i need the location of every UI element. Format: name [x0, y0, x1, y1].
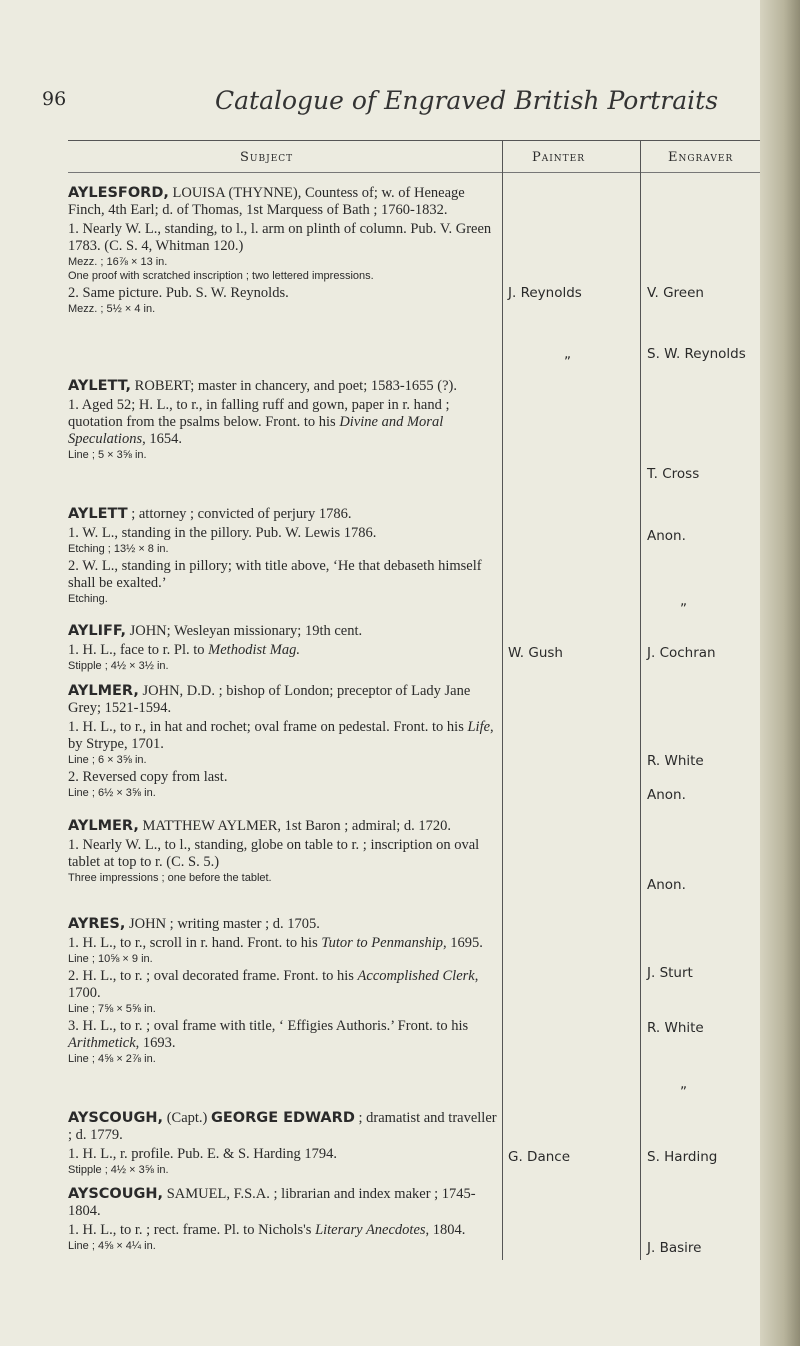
entry-heading: AYLESFORD, LOUISA (THYNNE), Countess of; w. of Heneage Finch, 4th Earl; d. of Thomas, 1st Marquess of Bath ; 1760-1832.: [68, 185, 465, 218]
plate-note: One proof with scratched inscription ; two lettered impressions.: [68, 270, 374, 282]
header-rule: [68, 172, 768, 173]
engraver: T. Cross: [647, 466, 700, 482]
entry-ayscough-george: [68, 1110, 498, 1177]
entry-aylmer-john: [68, 683, 498, 800]
plate-description: 2. Reversed copy from last.: [68, 769, 228, 785]
entry-heading: AYLMER, JOHN, D.D. ; bishop of London; preceptor of Lady Jane Grey; 1521-1594.: [68, 683, 471, 716]
plate-description: 1. Nearly W. L., to l., standing, globe on table to r. ; inscription on oval tablet at top to r. (C. S. 5.): [68, 837, 480, 870]
plate-description: 2. W. L., standing in pillory; with title above, ‘He that debaseth himself shall be exalted.’: [68, 558, 482, 591]
entry-aylmer-matthew: [68, 818, 498, 885]
engraver: R. White: [647, 1020, 704, 1036]
engraver: Anon.: [647, 528, 686, 544]
plate-description: 1. H. L., face to r. Pl. to Methodist Mag.: [68, 642, 300, 658]
entry-aylett-robert: [68, 378, 498, 462]
painter: W. Gush: [508, 645, 563, 661]
entry-ayliff: [68, 623, 498, 673]
entry-heading: AYSCOUGH, SAMUEL, F.S.A. ; librarian and index maker ; 1745-1804.: [68, 1186, 476, 1219]
entry-ayscough-samuel: [68, 1186, 498, 1253]
plate-note: Line ; 10⅝ × 9 in.: [68, 953, 153, 965]
engraver: S. Harding: [647, 1149, 718, 1165]
painter: G. Dance: [508, 1149, 570, 1165]
engraver: „: [680, 593, 687, 609]
plate-note: Mezz. ; 5½ × 4 in.: [68, 303, 156, 315]
engraver: J. Cochran: [647, 645, 716, 661]
column-divider: [640, 140, 641, 1260]
plate-description: 1. Aged 52; H. L., to r., in falling ruff and gown, paper in r. hand ; quotation from the psalms below. Front. to his Divine and Moral Speculations, 1654.: [68, 397, 450, 447]
plate-note: Mezz. ; 16⅞ × 13 in.: [68, 256, 168, 268]
page-number: 96: [42, 88, 67, 110]
top-rule: [68, 140, 768, 141]
plate-description: 1. H. L., to r. ; rect. frame. Pl. to Nichols's Literary Anecdotes, 1804.: [68, 1222, 466, 1238]
entry-heading: AYLETT, ROBERT; master in chancery, and poet; 1583-1655 (?).: [68, 378, 458, 394]
column-divider: [502, 140, 503, 1260]
engraver: R. White: [647, 753, 704, 769]
plate-note: Line ; 7⅝ × 5⅝ in.: [68, 1003, 156, 1015]
entry-heading: AYLIFF, JOHN; Wesleyan missionary; 19th cent.: [68, 623, 363, 639]
column-head-subject: Subject: [240, 150, 294, 165]
plate-note: Line ; 4⅝ × 2⅞ in.: [68, 1053, 156, 1065]
plate-description: 1. W. L., standing in the pillory. Pub. W. Lewis 1786.: [68, 525, 377, 541]
plate-note: Stipple ; 4½ × 3½ in.: [68, 660, 169, 672]
plate-description: 2. Same picture. Pub. S. W. Reynolds.: [68, 285, 289, 301]
column-head-painter: Painter: [532, 150, 586, 165]
plate-note: Line ; 5 × 3⅝ in.: [68, 449, 147, 461]
plate-note: Stipple ; 4½ × 3⅝ in.: [68, 1164, 169, 1176]
plate-description: 1. H. L., to r., in hat and rochet; oval frame on pedestal. Front. to his Life, by Strype, 1701.: [68, 719, 494, 752]
entry-aylesford: [68, 185, 498, 316]
plate-description: 3. H. L., to r. ; oval frame with title, ‘ Effigies Authoris.’ Front. to his Arithmetick, 1693.: [68, 1018, 469, 1051]
page-edge-shadow: [760, 0, 800, 1346]
plate-description: 1. Nearly W. L., standing, to l., l. arm on plinth of column. Pub. V. Green 1783. (C. S. 4, Whitman 120.): [68, 221, 492, 254]
column-head-engraver: Engraver: [668, 150, 734, 165]
engraver: Anon.: [647, 877, 686, 893]
entry-heading: AYLETT ; attorney ; convicted of perjury 1786.: [68, 506, 352, 522]
entry-heading: AYSCOUGH, (Capt.) GEORGE EDWARD ; dramatist and traveller ; d. 1779.: [68, 1110, 497, 1143]
plate-note: Line ; 6 × 3⅝ in.: [68, 754, 147, 766]
engraver: Anon.: [647, 787, 686, 803]
engraver: J. Basire: [647, 1240, 702, 1256]
entry-heading: AYLMER, MATTHEW AYLMER, 1st Baron ; admiral; d. 1720.: [68, 818, 451, 834]
entry-heading: AYRES, JOHN ; writing master ; d. 1705.: [68, 916, 320, 932]
painter: „: [564, 346, 571, 362]
plate-description: 1. H. L., to r., scroll in r. hand. Front. to his Tutor to Penmanship, 1695.: [68, 935, 483, 951]
plate-note: Line ; 4⅝ × 4¼ in.: [68, 1240, 156, 1252]
plate-note: Three impressions ; one before the tablet.: [68, 872, 272, 884]
plate-description: 2. H. L., to r. ; oval decorated frame. Front. to his Accomplished Clerk, 1700.: [68, 968, 479, 1001]
plate-note: Etching ; 13½ × 8 in.: [68, 543, 169, 555]
entry-ayres: [68, 916, 498, 1066]
running-head: Catalogue of Engraved British Portraits: [215, 86, 719, 115]
engraver: „: [680, 1076, 687, 1092]
painter: J. Reynolds: [508, 285, 582, 301]
entry-aylett-attorney: [68, 506, 498, 606]
plate-note: Line ; 6½ × 3⅝ in.: [68, 787, 156, 799]
engraver: S. W. Reynolds: [647, 346, 746, 362]
plate-description: 1. H. L., r. profile. Pub. E. & S. Harding 1794.: [68, 1146, 338, 1162]
engraver: V. Green: [647, 285, 704, 301]
plate-note: Etching.: [68, 593, 108, 605]
engraver: J. Sturt: [647, 965, 693, 981]
